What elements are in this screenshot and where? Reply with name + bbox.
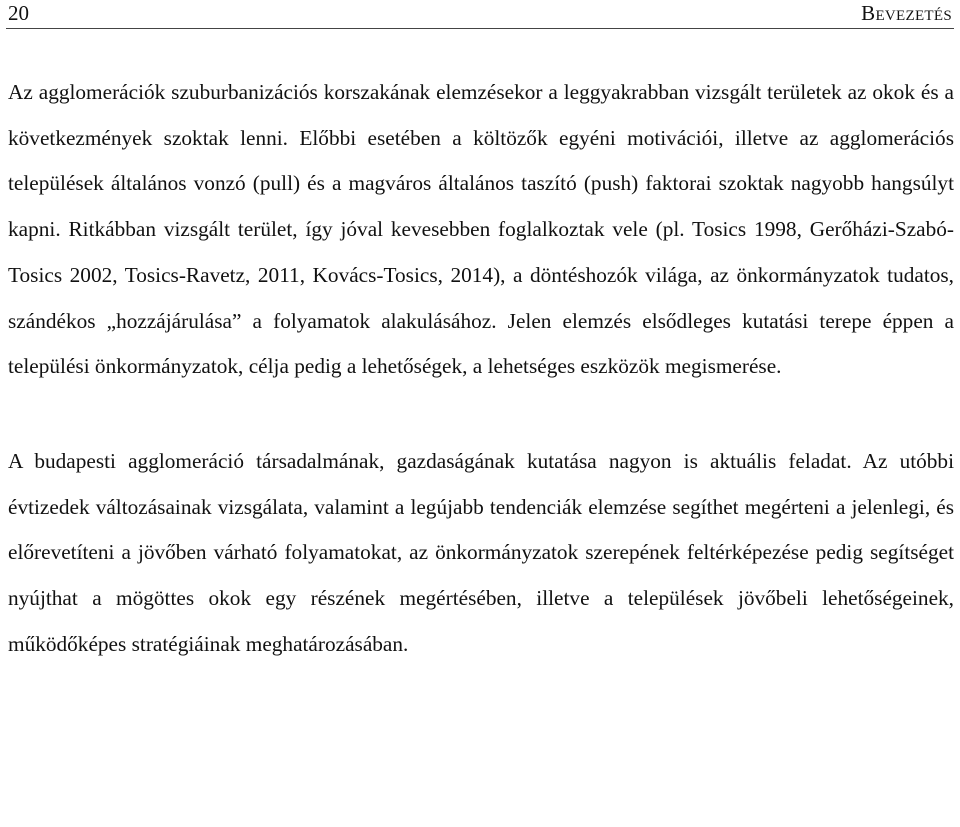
paragraph-2: A budapesti agglomeráció társadalmának, gazdaságának kutatása nagyon is aktuális feladat. Az utóbbi évtizedek változásainak vizsgálata, valamint a legújabb tendenciák elemzése segíthet megérteni a jelenlegi, és előrevetíteni a jövőben várható folyamatokat, az önkormányzatok szerepének feltérképezése pedig segítséget nyújthat a mögöttes okok egy részének megértésében, illetve a települések jövőbeli lehetőségeinek, működőképes stratégiáinak meghatározásában. [8, 448, 954, 656]
paragraph-1: Az agglomerációk szuburbanizációs korszakának elemzésekor a leggyakrabban vizsgált területek az okok és a következmények szoktak lenni. Előbbi esetében a költözők egyéni motivációi, illetve az agglomerációs települések általános vonzó (pull) és a magváros általános taszító (push) faktorai szoktak nagyobb hangsúlyt kapni. Ritkábban vizsgált terület, így jóval kevesebben foglalkoztak vele (pl. Tosics 1998, Gerőházi-Szabó-Tosics 2002, Tosics-Ravetz, 2011, Kovács-Tosics, 2014), a döntéshozók világa, az önkormányzatok tudatos, szándékos „hozzájárulása” a folyamatok alakulásához. Jelen elemzés elsődleges kutatási terepe éppen a települési önkormányzatok, célja pedig a lehetőségek, a lehetséges eszközök megismerése. [8, 80, 954, 379]
body-text [8, 70, 954, 667]
section-title: Bevezetés [861, 1, 952, 25]
page-number: 20 [8, 1, 29, 25]
running-header [6, 0, 954, 29]
